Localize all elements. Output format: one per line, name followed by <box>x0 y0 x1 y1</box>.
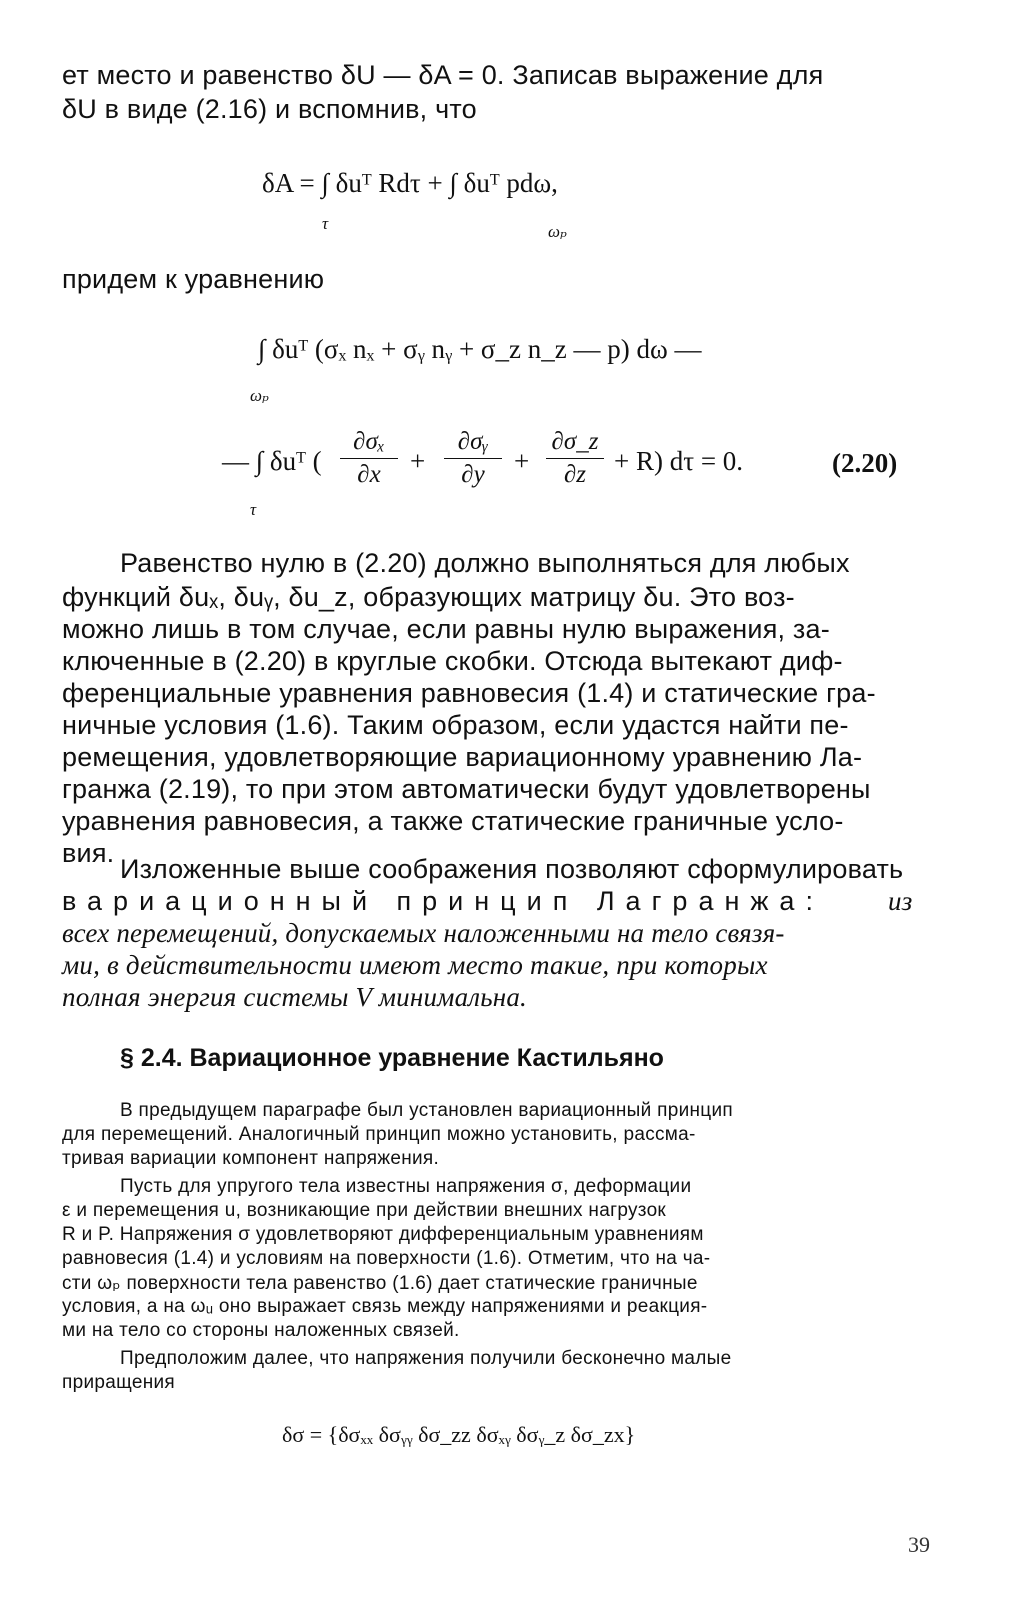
equation-delta-sigma: δσ = {δσₓₓ δσᵧᵧ δσ_zz δσₓᵧ δσᵧ_z δσ_zx} <box>282 1422 636 1447</box>
section-heading: § 2.4. Вариационное уравнение Кастильяно <box>120 1044 664 1072</box>
para3-line: можно лишь в том случае, если равны нулю выражения, за- <box>62 614 830 644</box>
fraction-denominator: ∂z <box>563 461 587 488</box>
small-text-line: тривая вариации компонент напряжения. <box>62 1148 440 1169</box>
small-text-line: Пусть для упругого тела известны напряжения σ, деформации <box>120 1176 692 1197</box>
small-text-line: равновесия (1.4) и условиям на поверхности (1.6). Отметим, что на ча- <box>62 1248 711 1269</box>
lead-text: придем к уравнению <box>62 264 325 294</box>
para4-line4: ми, в действительности имеют место такие, при которых <box>62 950 768 980</box>
para3-line: ференциальные уравнения равновесия (1.4) и статические гра- <box>62 678 876 708</box>
para4-line1: Изложенные выше соображения позволяют сформулировать <box>120 854 904 884</box>
para4-line3: всех перемещений, допускаемых наложенными на тело связя- <box>62 918 785 948</box>
fraction-dsx-dx <box>340 428 398 489</box>
small-text-line: Предположим далее, что напряжения получили бесконечно малые <box>120 1348 732 1369</box>
equation-2-20-line2-prefix: — ∫ δuᵀ ( <box>222 446 322 476</box>
para3-line: гранжа (2.19), то при этом автоматически будут удовлетворены <box>62 774 871 804</box>
fraction-denominator: ∂x <box>357 461 381 488</box>
small-text-line: приращения <box>62 1372 175 1393</box>
para1-line2: δU в виде (2.16) и вспомнив, что <box>62 94 477 124</box>
equation-delta-a-sub-omega: ωₚ <box>548 222 567 241</box>
para3-line: ничные условия (1.6). Таким образом, если удастся найти пе- <box>62 710 849 740</box>
page-number: 39 <box>908 1532 930 1557</box>
para1-line1: ет место и равенство δU — δA = 0. Записав выражение для <box>62 60 824 90</box>
para4-spaced-term: вариационный принцип Лагранжа: <box>62 886 824 916</box>
para3-line: уравнения равновесия, а также статические граничные усло- <box>62 806 844 836</box>
fraction-denominator: ∂y <box>461 461 485 488</box>
small-text-line: В предыдущем параграфе был установлен вариационный принцип <box>120 1100 733 1121</box>
equation-delta-a: δA = ∫ δuᵀ Rdτ + ∫ δuᵀ pdω, <box>262 168 558 198</box>
para3-line: функций δuₓ, δuᵧ, δu_z, образующих матрицу δu. Это воз- <box>62 582 795 612</box>
fraction-numerator: ∂σ_z <box>546 428 604 459</box>
equation-delta-a-sub-tau: τ <box>322 214 329 233</box>
fraction-dsz-dz <box>546 428 604 489</box>
small-text-line: для перемещений. Аналогичный принцип можно установить, рассма- <box>62 1124 696 1145</box>
plus-sign: + <box>410 446 426 476</box>
equation-number: (2.20) <box>832 448 898 478</box>
equation-2-20-sub-omega: ωₚ <box>250 386 269 405</box>
para3-line: ремещения, удовлетворяющие вариационному уравнению Ла- <box>62 742 863 772</box>
para3-line: Равенство нулю в (2.20) должно выполняться для любых <box>120 548 850 578</box>
para4-line5: полная энергия системы V минимальна. <box>62 982 527 1012</box>
para3-line: ключенные в (2.20) в круглые скобки. Отсюда вытекают диф- <box>62 646 843 676</box>
fraction-dsy-dy <box>444 428 502 489</box>
small-text-line: сти ωₚ поверхности тела равенство (1.6) дает статические граничные <box>62 1273 698 1294</box>
equation-2-20-line2-suffix: + R) dτ = 0. <box>614 446 744 476</box>
fraction-numerator: ∂σₓ <box>340 428 398 459</box>
equation-2-20-sub-tau: τ <box>250 500 257 519</box>
small-text-line: R и P. Напряжения σ удовлетворяют дифференциальным уравнениям <box>62 1224 704 1245</box>
small-text-line: ми на тело со стороны наложенных связей. <box>62 1320 460 1341</box>
plus-sign: + <box>514 446 530 476</box>
para4-line2-italic: из <box>888 886 913 916</box>
equation-2-20-line1: ∫ δuᵀ (σₓ nₓ + σᵧ nᵧ + σ_z n_z — p) dω — <box>258 334 702 364</box>
small-text-line: ε и перемещения u, возникающие при действии внешних нагрузок <box>62 1200 667 1221</box>
fraction-numerator: ∂σᵧ <box>444 428 502 459</box>
small-text-line: условия, а на ωᵤ оно выражает связь между напряжениями и реакция- <box>62 1296 708 1317</box>
para3-line: вия. <box>62 838 115 868</box>
